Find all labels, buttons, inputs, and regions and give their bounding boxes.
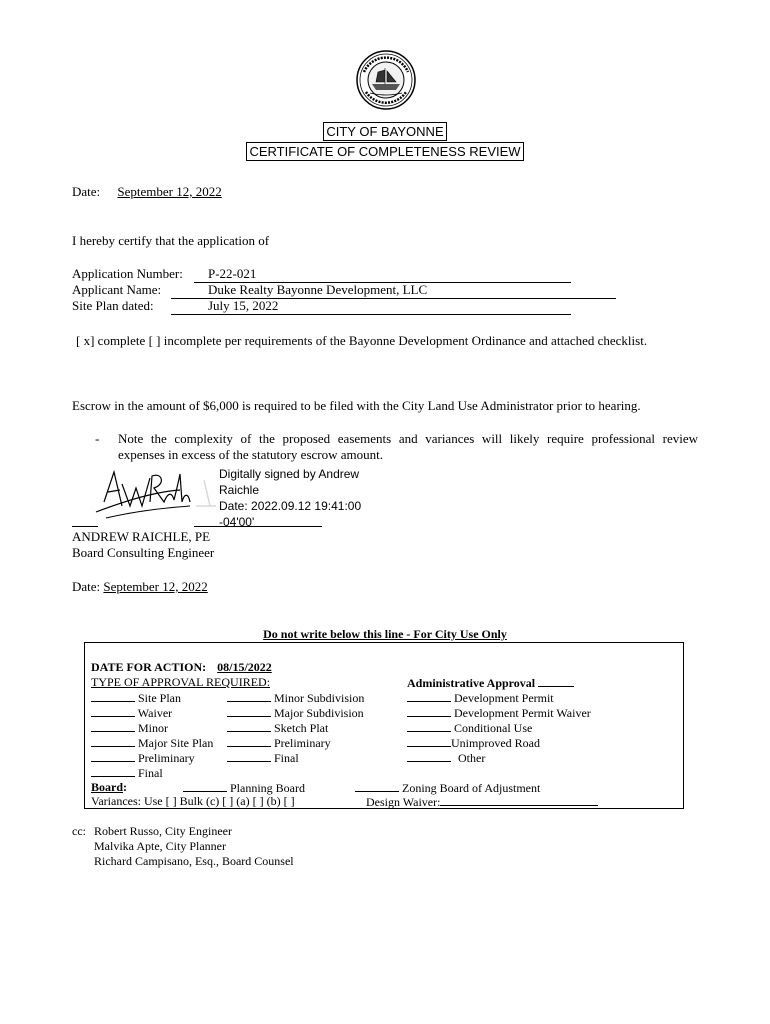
date-value: September 12, 2022: [117, 184, 222, 199]
date-line: Date: September 12, 2022: [72, 184, 228, 200]
cc-label: cc:: [72, 824, 86, 838]
complete-checkbox: [ x]: [76, 333, 95, 348]
planning-board: Planning Board: [183, 780, 305, 796]
page-subtitle: CERTIFICATE OF COMPLETENESS REVIEW: [0, 142, 770, 161]
page-title: CITY OF BAYONNE: [0, 122, 770, 141]
escrow-text: Escrow in the amount of $6,000 is required to be filed with the City Land Use Administrator prior to hearing.: [72, 398, 641, 413]
site-plan-value: July 15, 2022: [171, 298, 571, 315]
note-line-2: expenses in excess of the statutory escrow amount.: [118, 447, 383, 462]
city-use-heading: Do not write below this line - For City Use Only: [263, 627, 507, 641]
col1-item: Site Plan: [91, 690, 181, 706]
cc-name: Robert Russo, City Engineer: [94, 824, 232, 838]
digital-signature-block: Digitally signed by Andrew Raichle Date: 2022.09.12 19:41:00 -04'00': [219, 467, 362, 529]
approval-type-label: TYPE OF APPROVAL REQUIRED:: [91, 675, 271, 689]
city-use-box: [84, 642, 684, 809]
col2-item: Minor Subdivision: [227, 690, 364, 706]
col3-item: Development Permit: [407, 690, 554, 706]
zoning-board: Zoning Board of Adjustment: [355, 780, 540, 796]
cc-name: Malvika Apte, City Planner: [94, 839, 226, 853]
city-seal: [356, 50, 416, 110]
application-number-label: Application Number:: [72, 266, 183, 281]
design-waiver: Design Waiver:: [366, 794, 598, 810]
col1-item: Major Site Plan: [91, 735, 213, 751]
signature-graphic: [92, 462, 232, 526]
cc-name: Richard Campisano, Esq., Board Counsel: [94, 854, 294, 868]
col3-item: Conditional Use: [407, 720, 532, 736]
col2-item: Final: [227, 750, 299, 766]
col1-item: Waiver: [91, 705, 172, 721]
col1-item: Final: [91, 765, 163, 781]
col2-item: Sketch Plat: [227, 720, 328, 736]
applicant-name-label: Applicant Name:: [72, 282, 162, 297]
signature-line-right: [194, 526, 322, 527]
certify-text: I hereby certify that the application of: [72, 233, 270, 248]
signer-name: ANDREW RAICHLE, PE: [72, 529, 211, 544]
col2-item: Preliminary: [227, 735, 331, 751]
col3-item: Development Permit Waiver: [407, 705, 591, 721]
col3-item: Unimproved Road: [407, 735, 540, 751]
variances-line: Variances: Use [ ] Bulk (c) [ ] (a) [ ] (b) [ ]: [91, 794, 295, 808]
signature-line-left: [72, 526, 98, 527]
col2-item: Major Subdivision: [227, 705, 364, 721]
completeness-text: complete [ ] incomplete per requirements of the Bayonne Development Ordinance and attached checklist.: [97, 333, 648, 348]
completeness-line: [76, 333, 647, 349]
board-label: Board:: [91, 780, 128, 794]
signed-date-value: September 12, 2022: [103, 579, 208, 594]
date-for-action-value: 08/15/2022: [217, 660, 272, 674]
note-line-1: Note the complexity of the proposed easements and variances will likely require professional review: [118, 431, 698, 446]
date-for-action: DATE FOR ACTION: 08/15/2022: [91, 660, 278, 675]
col1-item: Preliminary: [91, 750, 195, 766]
application-number-value: P-22-021: [194, 266, 571, 283]
col3-item: Other: [407, 750, 485, 766]
site-plan-label: Site Plan dated:: [72, 298, 154, 313]
admin-approval-label: Administrative Approval: [407, 675, 574, 691]
note-dash: -: [95, 431, 100, 446]
applicant-name-value: Duke Realty Bayonne Development, LLC: [171, 282, 616, 299]
col1-item: Minor: [91, 720, 168, 736]
signer-title: Board Consulting Engineer: [72, 545, 215, 560]
signed-date-line: Date: September 12, 2022: [72, 579, 208, 594]
